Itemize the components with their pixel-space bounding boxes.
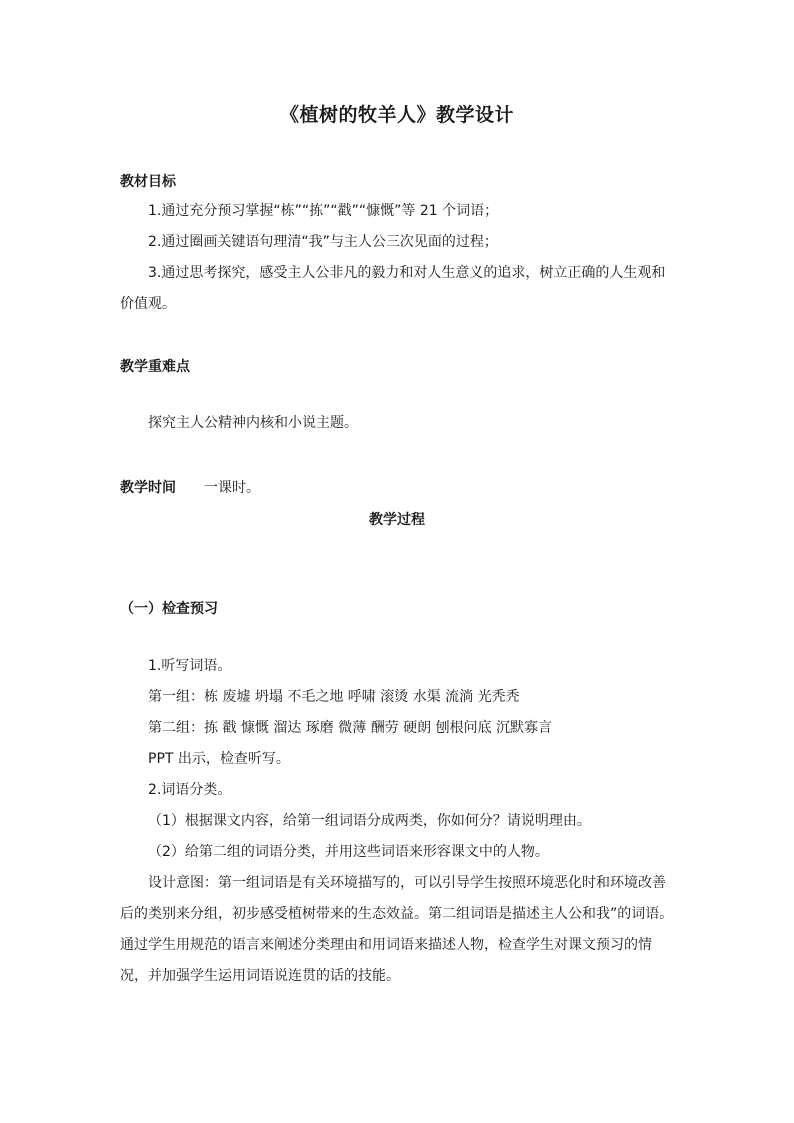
objective-item-2: 2.通过圈画关键语句理清“我”与主人公三次见面的过程； <box>148 234 498 250</box>
key-points-content: 探究主人公精神内核和小说主题。 <box>148 415 358 431</box>
section-1-line-5: 2.词语分类。 <box>148 782 232 798</box>
design-intent-paragraph: 设计意图：第一组词语是有关环境描写的，可以引导学生按照环境恶化时和环境改善后的类别来分组，初步感受植树带来的生态效益。第二组词语是描述主人公和我”的词语。通过学生用规范的语言来阐述分类理由和用词语来描述人物，检查学生对课文预习的情况，并加强学生运用词语说连贯的话的技能。 <box>120 875 674 984</box>
teaching-time-label: 教学时间 <box>120 480 176 496</box>
section-1-line-3: 第二组：拣 戳 慷慨 溜达 琢磨 微薄 酬劳 硬朗 刨根问底 沉默寡言 <box>148 720 553 736</box>
section-1-line-4: PPT 出示，检查听写。 <box>148 751 290 767</box>
objective-item-1: 1.通过充分预习掌握“栋”“拣”“戳”“慷慨”等 21 个词语； <box>148 203 499 219</box>
key-points-heading: 教学重难点 <box>120 359 190 375</box>
section-1-heading: （一）检查预习 <box>120 601 218 617</box>
section-1-line-6: （1）根据课文内容，给第一组词语分成两类，你如何分？请说明理由。 <box>148 813 591 829</box>
section-1-line-2: 第一组：栋 废墟 坍塌 不毛之地 呼啸 滚烫 水渠 流淌 光秃秃 <box>148 689 520 705</box>
section-1-line-1: 1.听写词语。 <box>148 658 232 674</box>
section-1-line-7: （2）给第二组的词语分类，并用这些词语来形容课文中的人物。 <box>148 844 549 860</box>
teaching-time-value: 一课时。 <box>204 480 260 496</box>
objectives-heading: 教材目标 <box>120 174 176 190</box>
teaching-time <box>120 477 260 497</box>
page-title: 《植树的牧羊人》教学设计 <box>279 104 514 126</box>
objective-item-3: 3.通过思考探究，感受主人公非凡的毅力和对人生意义的追求，树立正确的人生观和价值观。 <box>120 265 666 312</box>
process-heading: 教学过程 <box>369 512 425 528</box>
